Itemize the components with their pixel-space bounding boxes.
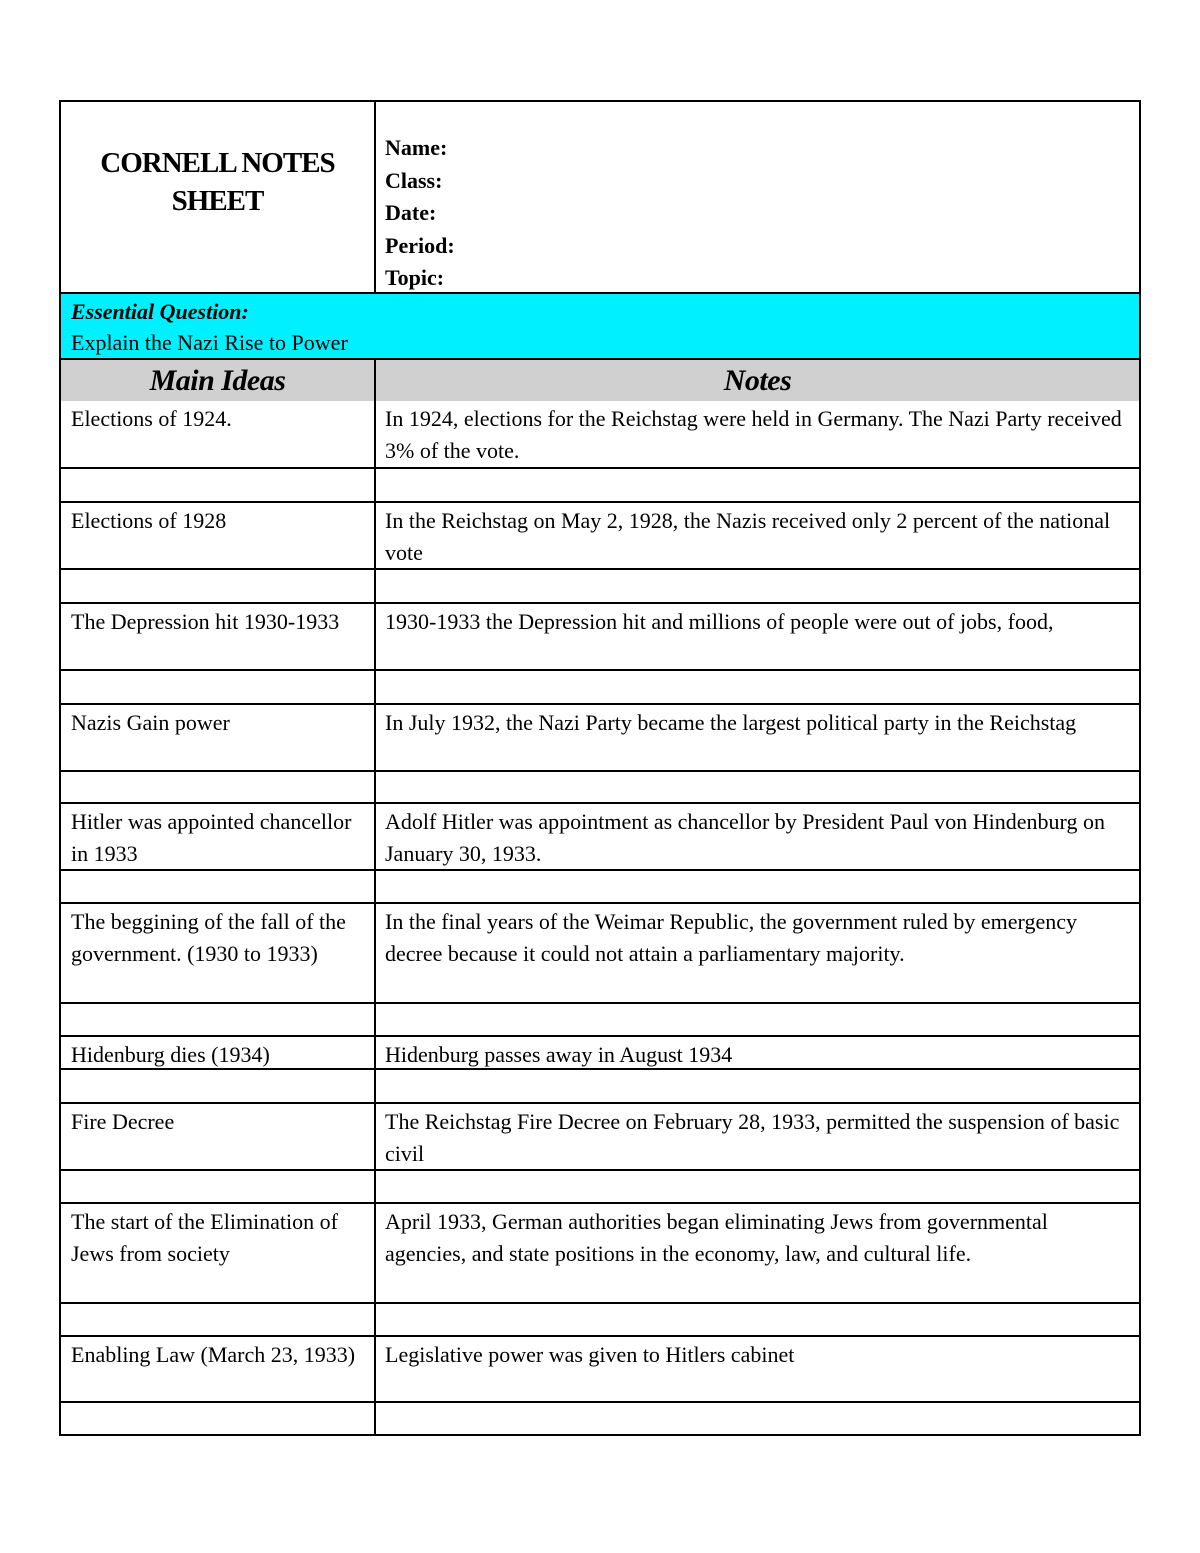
empty-cell [376, 671, 1139, 703]
empty-cell [376, 1070, 1139, 1102]
empty-cell [376, 772, 1139, 802]
empty-cell [376, 1171, 1139, 1202]
main-idea-cell: The Depression hit 1930-1933 [61, 604, 376, 669]
empty-cell [376, 1304, 1139, 1335]
empty-cell [61, 1070, 376, 1102]
empty-cell [61, 1304, 376, 1335]
period-field-label: Period: [385, 232, 455, 258]
empty-cell [61, 1171, 376, 1202]
spacer-row [61, 467, 1139, 501]
spacer-row [61, 869, 1139, 902]
empty-cell [376, 1004, 1139, 1035]
table-row [61, 1202, 1139, 1302]
essential-question-text: Explain the Nazi Rise to Power [71, 330, 348, 355]
note-cell: Hidenburg passes away in August 1934 [385, 1042, 733, 1067]
spacer-row [61, 1169, 1139, 1202]
spacer-row [61, 568, 1139, 602]
main-idea-cell: Elections of 1928 [61, 503, 376, 568]
main-ideas-header: Main Ideas [61, 360, 376, 401]
sheet-title [61, 102, 376, 292]
empty-cell [61, 1004, 376, 1035]
table-row [61, 602, 1139, 669]
cornell-notes-sheet [59, 100, 1141, 1436]
notes-rows [61, 401, 1139, 1434]
header-row [61, 102, 1139, 292]
spacer-row [61, 770, 1139, 802]
empty-cell [376, 469, 1139, 501]
column-headers [61, 358, 1139, 401]
main-idea-cell: Elections of 1924. [61, 401, 376, 467]
note-cell: 1930-1933 the Depression hit and millions of people were out of jobs, food, [385, 609, 1054, 634]
table-row [61, 802, 1139, 869]
date-field-label: Date: [385, 200, 437, 225]
empty-cell [376, 570, 1139, 602]
note-cell: In 1924, elections for the Reichstag were held in Germany. The Nazi Party received 3% of the vote. [385, 406, 1122, 463]
empty-cell [61, 871, 376, 902]
main-idea-cell: Enabling Law (March 23, 1933) [61, 1337, 376, 1401]
note-cell: In July 1932, the Nazi Party became the largest political party in the Reichstag [385, 710, 1077, 735]
note-cell: April 1933, German authorities began eliminating Jews from governmental agencies, and state positions in the economy, law, and cultural life. [385, 1209, 1048, 1266]
table-row [61, 1035, 1139, 1068]
note-cell: Adolf Hitler was appointment as chancellor by President Paul von Hindenburg on January 30, 1933. [385, 809, 1105, 866]
spacer-row [61, 1068, 1139, 1102]
main-idea-cell: Hitler was appointed chancellor in 1933 [61, 804, 376, 869]
table-row [61, 902, 1139, 1002]
note-cell: In the final years of the Weimar Republic, the government ruled by emergency decree because it could not attain a parliamentary majority. [385, 909, 1078, 966]
main-idea-cell: Hidenburg dies (1934) [61, 1037, 376, 1068]
title-line-2: SHEET [171, 185, 264, 217]
note-cell: In the Reichstag on May 2, 1928, the Nazis received only 2 percent of the national vote [385, 508, 1111, 565]
table-row [61, 1335, 1139, 1401]
table-row [61, 501, 1139, 568]
table-row [61, 401, 1139, 467]
note-cell: Legislative power was given to Hitlers cabinet [385, 1342, 795, 1367]
main-idea-cell: Nazis Gain power [61, 705, 376, 770]
note-cell: The Reichstag Fire Decree on February 28, 1933, permitted the suspension of basic civil [385, 1109, 1120, 1166]
empty-cell [376, 1403, 1139, 1434]
student-info [376, 102, 1139, 292]
empty-cell [61, 772, 376, 802]
empty-cell [61, 671, 376, 703]
empty-cell [61, 570, 376, 602]
name-field-label: Name: [385, 135, 448, 160]
title-line-1: CORNELL NOTES [100, 147, 335, 179]
notes-header: Notes [723, 364, 792, 397]
topic-field-label: Topic: [385, 265, 445, 290]
spacer-row [61, 669, 1139, 703]
spacer-row [61, 1002, 1139, 1035]
empty-cell [376, 871, 1139, 902]
table-row [61, 703, 1139, 770]
essential-question-label: Essential Question: [71, 299, 249, 324]
main-idea-cell: The beggining of the fall of the government. (1930 to 1933) [61, 904, 376, 1002]
main-idea-cell: Fire Decree [61, 1104, 376, 1169]
class-field-label: Class: [385, 167, 443, 193]
table-row [61, 1102, 1139, 1169]
spacer-row [61, 1302, 1139, 1335]
spacer-row [61, 1401, 1139, 1434]
main-idea-cell: The start of the Elimination of Jews from society [61, 1204, 376, 1302]
empty-cell [61, 1403, 376, 1434]
empty-cell [61, 469, 376, 501]
essential-question [61, 292, 1139, 358]
